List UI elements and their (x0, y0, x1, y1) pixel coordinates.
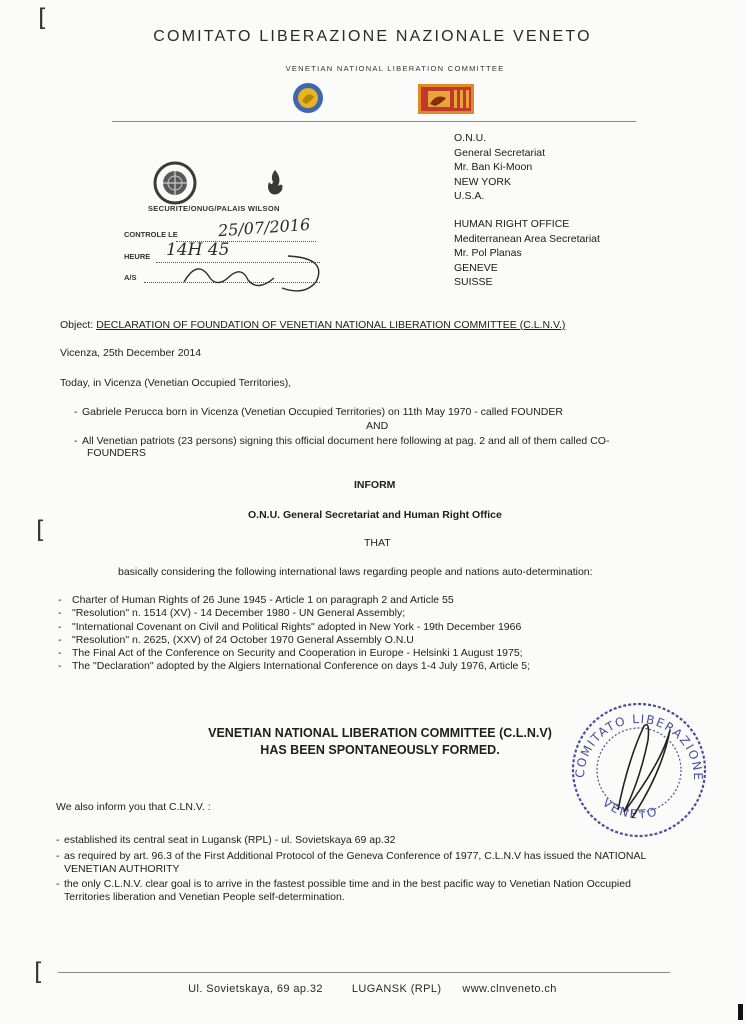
considering-text: basically considering the following international laws regarding people and nations auto-determination: (118, 566, 593, 578)
margin-mark-right (738, 1004, 743, 1020)
stamp-as-label: A/S (124, 273, 137, 282)
list-item: - as required by art. 96.3 of the First Additional Protocol of the Geneva Conference of 1977, C.L.N.V has issued the NATIONAL (56, 849, 647, 862)
letter-date: Vicenza, 25th December 2014 (60, 347, 202, 359)
list-item-continuation: Territories liberation and Venetian People self-determination. (64, 891, 345, 904)
list-item: - "Resolution" n. 1514 (XV) - 14 December 1980 - UN General Assembly; (58, 607, 406, 620)
footer-address: Ul. Sovietskaya, 69 ap.32 (188, 983, 323, 995)
that-word: THAT (364, 537, 391, 549)
object-label: Object: (60, 319, 94, 331)
addressee-line: General Secretariat (454, 146, 546, 159)
un-emblem-icon (152, 160, 198, 206)
addressee-onu (454, 131, 545, 204)
list-item: - the only C.L.N.V. clear goal is to arrive in the fastest possible time and in the best pacific way to Venetian Nation Occupied (56, 878, 631, 891)
and-word: AND (366, 420, 389, 432)
points-list (56, 834, 646, 904)
footer-divider (58, 972, 670, 973)
cofounders-text: All Venetian patriots (23 persons) signing this official document here following at pag. 2 and all of them called CO- (82, 435, 610, 447)
addressee-line: HUMAN RIGHT OFFICE (454, 218, 570, 230)
seal-text-top: COMITATO LIBERAZIONE (572, 711, 706, 782)
letter-intro: Today, in Vicenza (Venetian Occupied Territories), (60, 377, 292, 389)
list-item: - The "Declaration" adopted by the Algiers International Conference on days 1-4 July 1976, Article 5; (58, 660, 531, 673)
stamp-signature (178, 248, 328, 298)
venetian-flag-icon (418, 84, 474, 117)
addressee-line: Mediterranean Area Secretariat (454, 232, 600, 245)
stamp-heure-value: 14H 45 (166, 240, 230, 260)
addressee-line: U.S.A. (454, 190, 485, 203)
inform-target: O.N.U. General Secretariat and Human Right Office (248, 509, 502, 521)
addressee-line: Mr. Ban Ki-Moon (454, 161, 533, 174)
bullet-dash: - (74, 406, 78, 418)
seal-text-bottom: VENETO (599, 795, 661, 822)
inform-heading: INFORM (354, 479, 396, 491)
footer (0, 983, 745, 995)
stamp-header: SECURITE/ONUG/PALAIS WILSON (148, 204, 280, 213)
bullet-dash: - (74, 435, 78, 447)
founder-item (74, 406, 563, 418)
header-divider (112, 121, 636, 122)
list-item: - "Resolution" n. 2625, (XXV) of 24 October 1970 General Assembly O.N.U (58, 633, 414, 646)
stamp-controle-value: 25/07/2016 (217, 214, 311, 241)
list-item: - established its central seat in Lugansk (RPL) - ul. Sovietskaya 69 ap.32 (56, 834, 396, 846)
addressee-line: SUISSE (454, 276, 493, 289)
declaration-heading (160, 725, 600, 759)
letterhead-subtitle: VENETIAN NATIONAL LIBERATION COMMITTEE (285, 64, 505, 73)
declaration-line: VENETIAN NATIONAL LIBERATION COMMITTEE (C.L.N.V) (208, 726, 552, 740)
list-item: - "International Covenant on Civil and Political Rights" adopted in New York - 19th December 1966 (58, 620, 522, 633)
letterhead-title: COMITATO LIBERAZIONE NAZIONALE VENETO (153, 28, 592, 45)
margin-mark-top: [ (38, 4, 48, 32)
flame-emblem-icon (264, 168, 286, 196)
list-item: - The Final Act of the Conference on Security and Cooperation in Europe - Helsinki 1 August 1975; (58, 647, 523, 660)
margin-mark-bottom: [ (34, 958, 44, 986)
object-text: DECLARATION OF FOUNDATION OF VENETIAN NATIONAL LIBERATION COMMITTEE (C.L.N.V.) (96, 319, 566, 331)
laws-list (58, 594, 530, 674)
addressee-line: NEW YORK (454, 175, 511, 188)
footer-website: www.clnveneto.ch (462, 983, 557, 995)
declaration-line: HAS BEEN SPONTANEOUSLY FORMED. (260, 743, 500, 757)
stamp-heure-label: HEURE (124, 252, 151, 261)
footer-city: LUGANSK (RPL) (351, 983, 442, 995)
addressee-line: GENEVE (454, 261, 498, 274)
cofounders-item (74, 435, 609, 447)
addressee-line: O.N.U. (454, 132, 487, 144)
object-line (60, 319, 565, 331)
founder-text: Gabriele Perucca born in Vicenza (Venetian Occupied Territories) on 11th May 1970 - called FOUNDER (82, 406, 563, 418)
lion-emblem-icon (288, 80, 328, 119)
clnv-seal (566, 700, 712, 843)
un-security-stamp (118, 160, 338, 300)
addressee-human-rights-office (454, 217, 600, 290)
addressee-line: Mr. Pol Planas (454, 247, 522, 260)
also-inform-text: We also inform you that C.LN.V. : (56, 801, 211, 813)
list-item: - Charter of Human Rights of 26 June 1945 - Article 1 on paragraph 2 and Article 55 (58, 594, 454, 606)
cofounders-continuation: FOUNDERS (87, 447, 146, 459)
stamp-controle-label: CONTROLE LE (124, 230, 178, 239)
list-item-continuation: VENETIAN AUTHORITY (64, 862, 180, 875)
margin-mark-middle: [ (36, 516, 46, 544)
